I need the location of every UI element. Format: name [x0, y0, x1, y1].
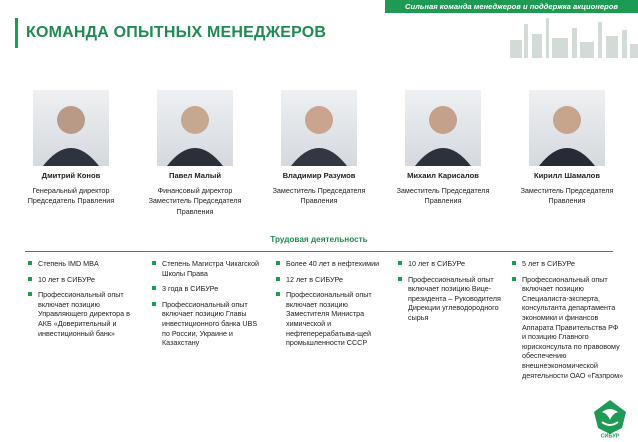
experience-column [398, 259, 510, 329]
person-role: Заместитель Председателя Правления [520, 186, 614, 206]
page-title: КОМАНДА ОПЫТНЫХ МЕНЕДЖЕРОВ [26, 24, 327, 41]
experience-item: 5 лет в СИБУРе [512, 259, 624, 269]
person-role: Заместитель Председателя Правления [272, 186, 366, 206]
experience-item: Профессиональный опыт включает позицию Главы инвестиционного банка UBS по России, Украине и Казахстану [152, 300, 264, 348]
experience-item: 12 лет в СИБУРе [276, 275, 388, 285]
bullet-icon [152, 261, 156, 265]
sibur-logo [590, 398, 630, 438]
experience-item: Степень Магистра Чикагской Школы Права [152, 259, 264, 278]
bullet-icon [276, 277, 280, 281]
person-photo [281, 90, 357, 166]
experience-item: 10 лет в СИБУРе [28, 275, 140, 285]
bullet-icon [398, 277, 402, 281]
experience-item: 3 года в СИБУРе [152, 284, 264, 294]
person-card [136, 90, 254, 217]
experience-item: 10 лет в СИБУРе [398, 259, 510, 269]
bullet-icon [28, 277, 32, 281]
person-name: Михаил Карисалов [407, 171, 479, 180]
person-name: Владимир Разумов [282, 171, 356, 180]
person-role: Генеральный директор Председатель Правления [27, 186, 115, 206]
bullet-icon [276, 292, 280, 296]
experience-item: Более 40 лет в нефтехимии [276, 259, 388, 269]
experience-item: Профессиональный опыт включает позицию Вице-президента – Руководителя Дирекции углеводородного сырья [398, 275, 510, 323]
bullet-icon [28, 261, 32, 265]
section-title: Трудовая деятельность [270, 235, 368, 244]
person-name: Павел Малый [168, 171, 222, 180]
section-divider [25, 251, 613, 252]
person-photo [405, 90, 481, 166]
experience-column [28, 259, 140, 344]
experience-item: Профессиональный опыт включает позицию Специалиста-эксперта, консультанта департамента экономики и финансов Аппарата Правительства РФ и позицию Главного юрисконсульта по правовому обеспечению внешнеэкономической деятельности ОАО «Газпром» [512, 275, 624, 381]
bullet-icon [152, 302, 156, 306]
experience-item: Профессиональный опыт включает позицию Заместителя Министра химической и нефтеперерабатыва-щей промышленности СССР [276, 290, 388, 348]
person-photo [33, 90, 109, 166]
bullet-icon [398, 261, 402, 265]
svg-text:СИБУР: СИБУР [600, 433, 620, 438]
person-card [384, 90, 502, 207]
bullet-icon [152, 286, 156, 290]
experience-column [152, 259, 264, 354]
bullet-icon [28, 292, 32, 296]
top-banner: Сильная команда менеджеров и поддержка акционеров [385, 0, 638, 13]
experience-item: Степень IMD MBA [28, 259, 140, 269]
person-role: Финансовый директор Заместитель Председателя Правления [148, 186, 242, 216]
experience-item: Профессиональный опыт включает позицию Управляющего директора в АКБ «Доверительный и инвестиционный банк» [28, 290, 140, 338]
person-name: Дмитрий Конов [41, 171, 101, 180]
person-name: Кирилл Шамалов [534, 171, 600, 180]
person-card [508, 90, 626, 207]
factory-skyline-graphic [506, 14, 638, 58]
title-accent-bar [15, 18, 18, 48]
person-card [260, 90, 378, 207]
person-photo [529, 90, 605, 166]
person-role: Заместитель Председателя Правления [396, 186, 490, 206]
person-card [12, 90, 130, 207]
bullet-icon [512, 261, 516, 265]
person-photo [157, 90, 233, 166]
bullet-icon [276, 261, 280, 265]
experience-column [276, 259, 388, 354]
experience-column [512, 259, 624, 386]
bullet-icon [512, 277, 516, 281]
